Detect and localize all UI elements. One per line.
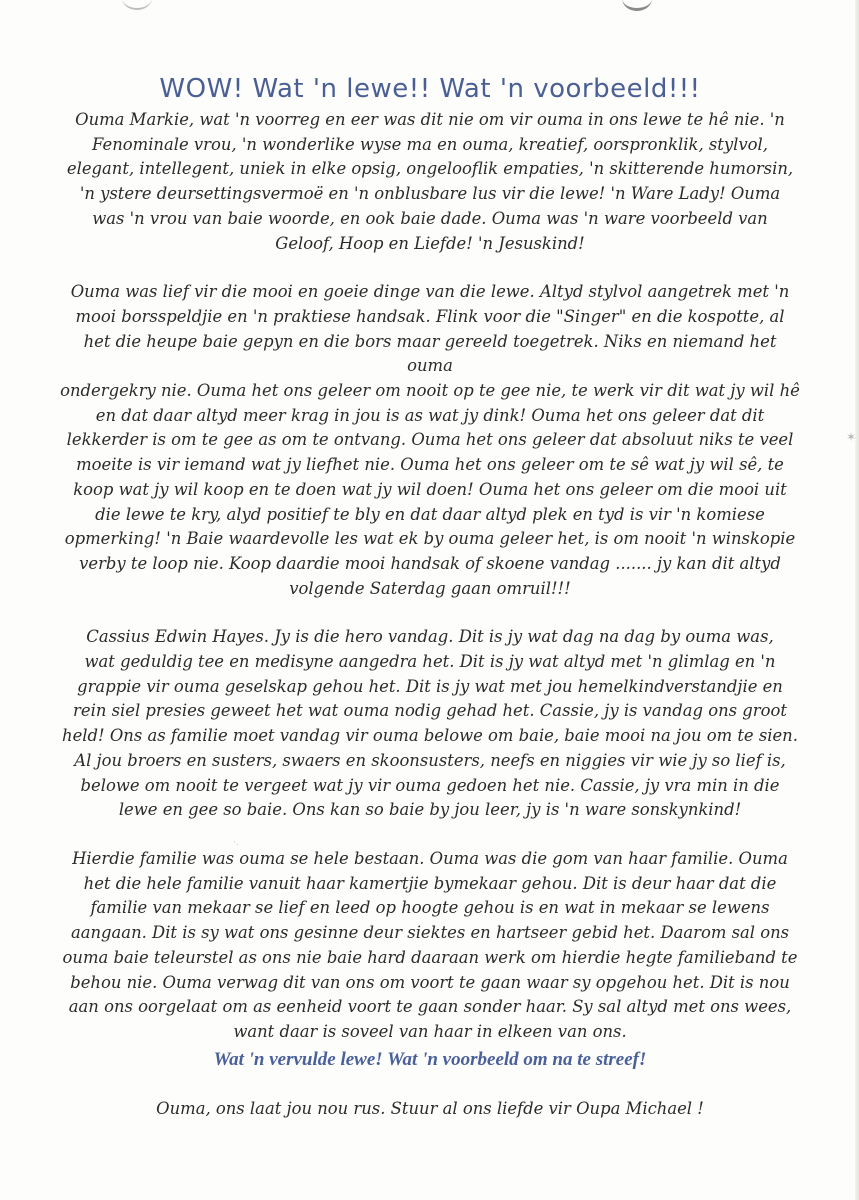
text-line: Cassius Edwin Hayes. Jy is die hero vandag. Dit is jy wat dag na dag by ouma was,	[86, 627, 774, 647]
text-line: Al jou broers en susters, swaers en skoonsusters, neefs en niggies vir wie jy so lief is,	[74, 750, 786, 770]
scan-speck-small: ·.	[233, 838, 239, 848]
text-line: Fenominale vrou, 'n wonderlike wyse ma en ouma, kreatief, oorspronklik, stylvol,	[92, 134, 768, 154]
punch-hole-right	[622, 0, 652, 11]
text-line: want daar is soveel van haar in elkeen van ons.	[233, 1021, 627, 1041]
page-title: WOW! Wat 'n lewe!! Wat 'n voorbeeld!!!	[159, 74, 701, 104]
paragraph-life-lessons	[60, 280, 800, 601]
text-line: ondergekry nie. Ouma het ons geleer om nooit op te gee nie, te werk vir dit wat jy wil hê	[60, 381, 800, 401]
text-line: rein siel presies geweet het wat ouma nodig gehad het. Cassie, jy is vandag ons groot	[73, 701, 787, 721]
text-line: en dat daar altyd meer krag in jou is as wat jy dink! Ouma het ons geleer dat dit	[95, 405, 765, 425]
text-line: ouma baie teleurstel as ons nie baie hard daaraan werk om hierdie hegte familieband te	[62, 947, 798, 967]
text-line: moeite is vir iemand wat jy liefhet nie. Ouma het ons geleer om te sê wat jy wil sê, te	[76, 455, 784, 475]
motto-line: Wat 'n vervulde lewe! Wat 'n voorbeeld om na te streef!	[213, 1048, 647, 1070]
text-line: aangaan. Dit is sy wat ons gesinne deur siektes en hartseer gebid het. Daarom sal ons	[70, 923, 790, 943]
text-line: Ouma Markie, wat 'n voorreg en eer was dit nie om vir ouma in ons lewe te hê nie. 'n	[75, 110, 785, 129]
text-line: volgende Saterdag gaan omruil!!!	[289, 578, 571, 598]
text-line: held! Ons as familie moet vandag vir ouma belowe om baie, baie mooi na jou om te sien.	[62, 726, 798, 746]
paragraph-tribute	[60, 108, 800, 256]
text-line: was 'n vrou van baie woorde, en ook baie dade. Ouma was 'n ware voorbeeld van	[92, 208, 768, 228]
text-line: het die hele familie vanuit haar kamertjie bymekaar gehou. Dit is deur haar dat die	[83, 873, 777, 893]
text-line: mooi borsspeldjie en 'n praktiese handsak. Flink voor die "Singer" en die kospotte, al	[75, 306, 785, 326]
text-line: wat geduldig tee en medisyne aangedra het. Dit is jy wat altyd met 'n glimlag en 'n	[84, 652, 776, 672]
text-line: Ouma was lief vir die mooi en goeie dinge van die lewe. Altyd stylvol aangetrek met 'n	[70, 282, 790, 302]
text-line: familie van mekaar se lief en leed op hoogte gehou is en wat in mekaar se lewens	[90, 898, 770, 918]
paper-edge	[855, 0, 859, 1200]
paragraph-family	[60, 847, 800, 1045]
closing-line: Ouma, ons laat jou nou rus. Stuur al ons liefde vir Oupa Michael !	[156, 1098, 704, 1118]
text-line: het die heupe baie gepyn en die bors maar gereeld toegetrek. Niks en niemand het ouma	[83, 331, 777, 376]
text-line: koop wat jy wil koop en te doen wat jy wil doen! Ouma het ons geleer om die mooi uit	[73, 479, 787, 499]
text-line: elegant, intellegent, uniek in elke opsig, ongelooflik empaties, 'n skitterende humorsin,	[66, 159, 794, 179]
paragraph-cassius	[60, 625, 800, 823]
text-line: belowe om nooit te vergeet wat jy vir ouma gedoen het nie. Cassie, jy vra min in die	[80, 775, 780, 795]
text-line: 'n ystere deursettingsvermoë en 'n onblusbare lus vir die lewe! 'n Ware Lady! Ouma	[79, 184, 781, 204]
text-line: opmerking! 'n Baie waardevolle les wat ek by ouma geleer het, is om nooit 'n winskopie	[64, 529, 796, 549]
tribute-document	[60, 74, 800, 1118]
text-line: verby te loop nie. Koop daardie mooi handsak of skoene vandag ....... jy kan dit altyd	[79, 553, 781, 573]
text-line: die lewe te kry, alyd positief te bly en dat daar altyd plek en tyd is vir 'n komiese	[95, 504, 765, 524]
punch-hole-left	[122, 0, 152, 10]
text-line: behou nie. Ouma verwag dit van ons om voort te gaan waar sy opgehou het. Dit is nou	[70, 972, 790, 992]
text-line: Geloof, Hoop en Liefde! 'n Jesuskind!	[275, 233, 585, 253]
text-line: Hierdie familie was ouma se hele bestaan. Ouma was die gom van haar familie. Ouma	[72, 848, 788, 868]
text-line: aan ons oorgelaat om as eenheid voort te gaan sonder haar. Sy sal altyd met ons wees,	[68, 997, 792, 1017]
text-line: lekkerder is om te gee as om te ontvang. Ouma het ons geleer dat absoluut niks te veel	[66, 430, 794, 450]
scan-speck: ✶	[846, 430, 857, 444]
text-line: lewe en gee so baie. Ons kan so baie by jou leer, jy is 'n ware sonskynkind!	[118, 800, 742, 820]
text-line: grappie vir ouma geselskap gehou het. Dit is jy wat met jou hemelkindverstandjie en	[77, 676, 783, 696]
